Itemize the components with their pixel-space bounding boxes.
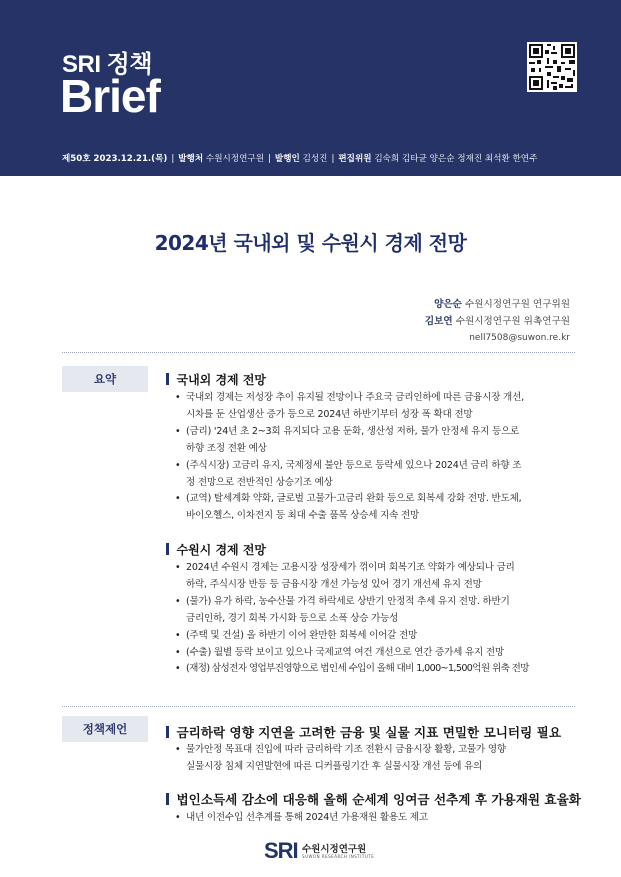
issue-number: 제50호 2023.12.21.(목) bbox=[62, 154, 168, 164]
author-name: 김보연 bbox=[424, 316, 453, 327]
issuer-name: 김성진 bbox=[302, 154, 328, 164]
logo-text: 수원시정연구원 bbox=[302, 844, 367, 855]
issuer-label: 발행인 bbox=[274, 154, 300, 164]
heading-bar-icon bbox=[166, 793, 169, 805]
list-item: • (물가) 유가 하락, 농수산물 가격 하락세로 상반기 안정적 추세 유지 전망. 하반기 금리인하, 경기 회복 가시화 등으로 소폭 상승 가능성 bbox=[175, 594, 575, 628]
list-item: • 물가안정 목표대 진입에 따라 금리하락 기조 전환시 금융시장 활황, 고물가 영향 실물시장 침체 지연발현에 따른 디커플링기간 후 실물시장 개선 등에 유의 bbox=[175, 742, 575, 776]
list-item: • 내년 이전수입 선추계를 통해 2024년 가용재원 활용도 제고 bbox=[175, 810, 575, 827]
list-item: • (금리) '24년 초 2~3회 유지되다 고용 둔화, 생산성 저하, 물가 안정세 유지 등으로 하향 조정 전환 예상 bbox=[175, 424, 575, 458]
header-banner bbox=[0, 0, 621, 176]
issue-info: 제50호 2023.12.21.(목) | 발행처 수원시정연구원 | 발행인 김성진 | 편집위원 김숙희 김타균 양은순 정재진 최석환 한연주 bbox=[62, 154, 538, 164]
heading-bar-icon bbox=[166, 543, 169, 555]
summary-subheading: 수원시 경제 전망 bbox=[166, 541, 266, 558]
policy-subheading: 법인소득세 감소에 대응해 올해 순세계 잉여금 선추계 후 가용재원 효율화 bbox=[166, 789, 581, 808]
divider bbox=[62, 706, 575, 707]
author-block bbox=[425, 296, 570, 347]
author-affiliation: 수원시정연구원 연구위원 bbox=[465, 299, 570, 310]
list-item: • (주식시장) 고금리 유지, 국제정세 불안 등으로 등락세 있으나 2024년 금리 하향 조 정 전망으로 전반적인 상승기조 예상 bbox=[175, 458, 575, 492]
list-item: • 국내외 경제는 저성장 추이 유지될 전망이나 주요국 금리인하에 따른 금융시장 개선, 시차를 둔 산업생산 증가 등으로 2024년 하반기부터 성장 폭 확대 전망 bbox=[175, 390, 575, 424]
logo-subtext: SUWON RESEARCH INSTITUTE bbox=[302, 854, 375, 859]
publisher-label: 발행처 bbox=[178, 154, 204, 164]
heading-bar-icon bbox=[166, 726, 169, 738]
editors-names: 김숙희 김타균 양은순 정재진 최석환 한연주 bbox=[374, 154, 538, 164]
policy-label: 정책제언 bbox=[62, 716, 148, 742]
heading-bar-icon bbox=[166, 373, 169, 385]
list-item: • 2024년 수원시 경제는 고용시장 성장세가 꺾이며 회복기조 약화가 예상되나 금리 하락, 주식시장 반등 등 금융시장 개선 가능성 있어 경기 개선세 유지 전망 bbox=[175, 560, 575, 594]
brand-brief-label: Brief bbox=[60, 70, 160, 122]
bullet-list bbox=[175, 390, 575, 525]
sri-logo bbox=[264, 838, 394, 866]
editors-label: 편집위원 bbox=[338, 154, 372, 164]
list-item: • (교역) 탈세계화 약화, 글로벌 고물가·고금리 완화 등으로 회복세 강화 전망. 반도체, 바이오헬스, 이차전지 등 최대 수출 품목 상승세 지속 전망 bbox=[175, 491, 575, 525]
list-item: • (수출) 월별 등락 보이고 있으나 국제교역 여건 개선으로 연간 증가세 유지 전망 bbox=[175, 645, 575, 662]
divider bbox=[62, 352, 575, 353]
logo-mark: SRI bbox=[264, 838, 298, 863]
bullet-list bbox=[175, 560, 575, 678]
list-item: • (재정) 삼성전자 영업부진영향으로 법인세 수입이 올해 대비 1,000~1,500억원 위축 전망 bbox=[175, 661, 575, 678]
list-item: • (주택 및 건설) 올 하반기 이어 완만한 회복세 이어갈 전망 bbox=[175, 628, 575, 645]
brand-series-label: SRI 정책 bbox=[62, 51, 153, 78]
qr-code-icon[interactable] bbox=[527, 42, 577, 92]
bullet-list bbox=[175, 810, 575, 827]
policy-subheading: 금리하락 영향 지연을 고려한 금융 및 실물 지표 면밀한 모니터링 필요 bbox=[166, 722, 561, 741]
author-affiliation: 수원시정연구원 위촉연구원 bbox=[455, 316, 570, 327]
bullet-list bbox=[175, 742, 575, 776]
summary-label: 요약 bbox=[62, 366, 148, 392]
page-title: 2024년 국내외 및 수원시 경제 전망 bbox=[154, 231, 467, 255]
summary-subheading: 국내외 경제 전망 bbox=[166, 371, 266, 388]
author-email-link[interactable]: nell7508@suwon.re.kr bbox=[469, 333, 570, 343]
publisher-name: 수원시정연구원 bbox=[205, 154, 265, 164]
author-name: 양은순 bbox=[434, 299, 462, 310]
